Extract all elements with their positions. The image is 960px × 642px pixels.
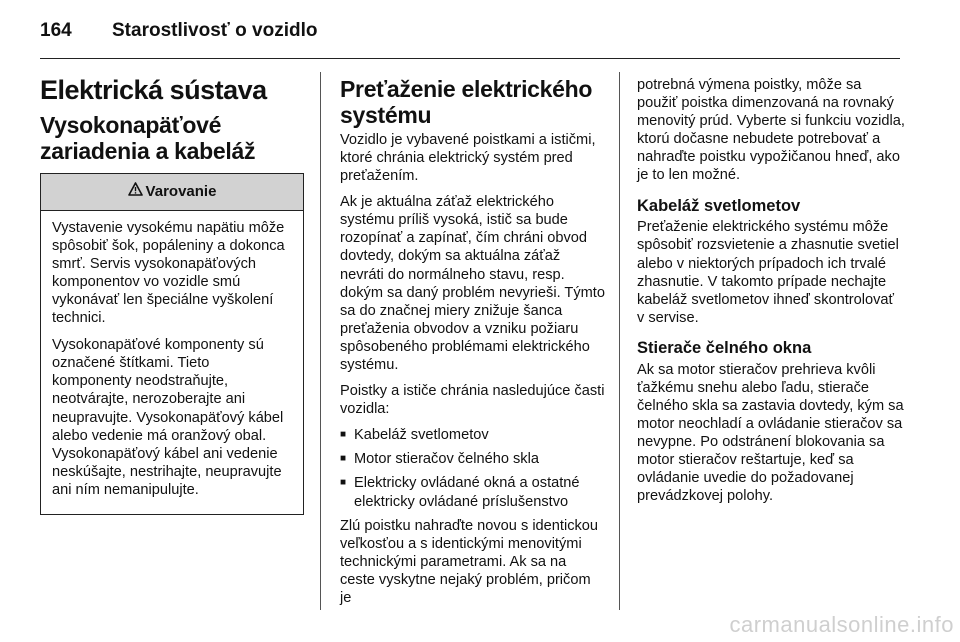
list-item <box>340 426 605 444</box>
list-item-text: Kabeláž svetlometov <box>354 427 489 444</box>
windscreen-wipers-heading: Stierače čelného okna <box>637 338 812 357</box>
warning-triangle-icon <box>128 182 143 201</box>
section-title: Elektrická sústava <box>40 75 267 105</box>
column-divider-1 <box>320 72 321 610</box>
fuse-continuation-paragraph: potrebná výmena poistky, môže sa použiť poistka dimenzovaná na rovnaký menovitý prúd. Vyberte si funkciu vozidla, ktorú dočasne nebudete potrebovať a nahraďte poistku vypožičanou hneď, ako je to len možné. <box>637 77 905 184</box>
header-rule <box>40 58 900 59</box>
overload-paragraph-3: Poistky a ističe chránia nasledujúce časti vozidla: <box>340 383 605 418</box>
warning-body <box>41 211 303 514</box>
list-item-text: Motor stieračov čelného skla <box>354 451 539 468</box>
subsection-title <box>40 112 305 165</box>
subsection-title-line1: Vysokonapäťové <box>40 111 222 138</box>
headlamp-wiring-heading: Kabeláž svetlometov <box>637 196 801 215</box>
headlamp-wiring-paragraph: Preťaženie elektrického systému môže spôsobiť rozsvietenie a zhasnutie svetiel alebo v niektorých prípadoch ich trvalé zhasnutie. V takomto prípade nechajte kabeláž svetlometov ihneď skontrolovať v servise. <box>637 219 899 326</box>
overload-paragraph-4: Zlú poistku nahraďte novou s identickou veľkosťou a s identickými menovitými technickými parametrami. Ak sa na ceste vyskytne nejaký problém, pričom je <box>340 517 599 607</box>
column-divider-2 <box>619 72 620 610</box>
overload-paragraph-2: Ak je aktuálna záťaž elektrického systému príliš vysoká, istič sa bude rozopínať a zapínať, čím chráni obvod dovtedy, dokým sa aktuálna záťaž nevráti do normálneho stavu, resp. dokým sa daný problém nevyrieši. Týmto sa do značnej miery znižuje šanca preťaženia obvodov a vzniku požiaru spôsobeného problémami elektrického systému. <box>340 194 605 373</box>
column-1 <box>40 70 305 515</box>
subsection-title-line2: zariadenia a kabeláž <box>40 138 256 165</box>
bullet-icon: ■ <box>340 477 347 489</box>
warning-header <box>41 174 303 211</box>
watermark: carmanualsonline.info <box>729 612 954 637</box>
windscreen-wipers-paragraph: Ak sa motor stieračov prehrieva kvôli ťažkému snehu alebo ľadu, stierače čelného skla sa zastavia dovtedy, kým sa motor neochladí a ovládanie stieračov sa nevypne. Po odstránení blokovania sa motor stieračov reštartuje, keď sa ovládanie uvedie do požadovanej prevádzkovej polohy. <box>637 361 904 505</box>
bullet-icon: ■ <box>340 429 347 441</box>
overload-title-line2: systému <box>340 102 432 129</box>
overload-title <box>340 76 605 129</box>
column-3 <box>637 70 905 513</box>
list-item-text: Elektricky ovládané okná a ostatné elektricky ovládané príslušenstvo <box>354 475 580 510</box>
list-item <box>340 450 605 468</box>
list-item <box>340 474 605 510</box>
warning-title: Varovanie <box>145 183 217 201</box>
overload-paragraph-1: Vozidlo je vybavené poistkami a ističmi, ktoré chránia elektrický systém pred preťažením. <box>340 131 596 185</box>
warning-paragraph-1: Vystavenie vysokému napätiu môže spôsobiť šok, popáleniny a dokonca smrť. Servis vysokonapäťových komponentov vo vozidle smú vykonávať len špeciálne vyškolení technici. <box>52 219 285 327</box>
protected-parts-list <box>340 426 605 510</box>
column-2 <box>340 70 605 615</box>
page-number: 164 <box>40 20 72 41</box>
warning-box <box>40 173 304 515</box>
bullet-icon: ■ <box>340 453 347 465</box>
overload-title-line1: Preťaženie elektrického <box>340 76 593 102</box>
page-header <box>40 14 900 50</box>
chapter-title: Starostlivosť o vozidlo <box>112 20 318 41</box>
warning-paragraph-2: Vysokonapäťové komponenty sú označené štítkami. Tieto komponenty neodstraňujte, neotvárajte, nerozoberajte ani neupravujte. Vysokonapäťový kábel alebo vedenie má oranžový obal. Vysokonapäťový kábel ani vedenie neskúšajte, nestrihajte, neupravujte ani ním nemanipulujte. <box>52 337 284 498</box>
